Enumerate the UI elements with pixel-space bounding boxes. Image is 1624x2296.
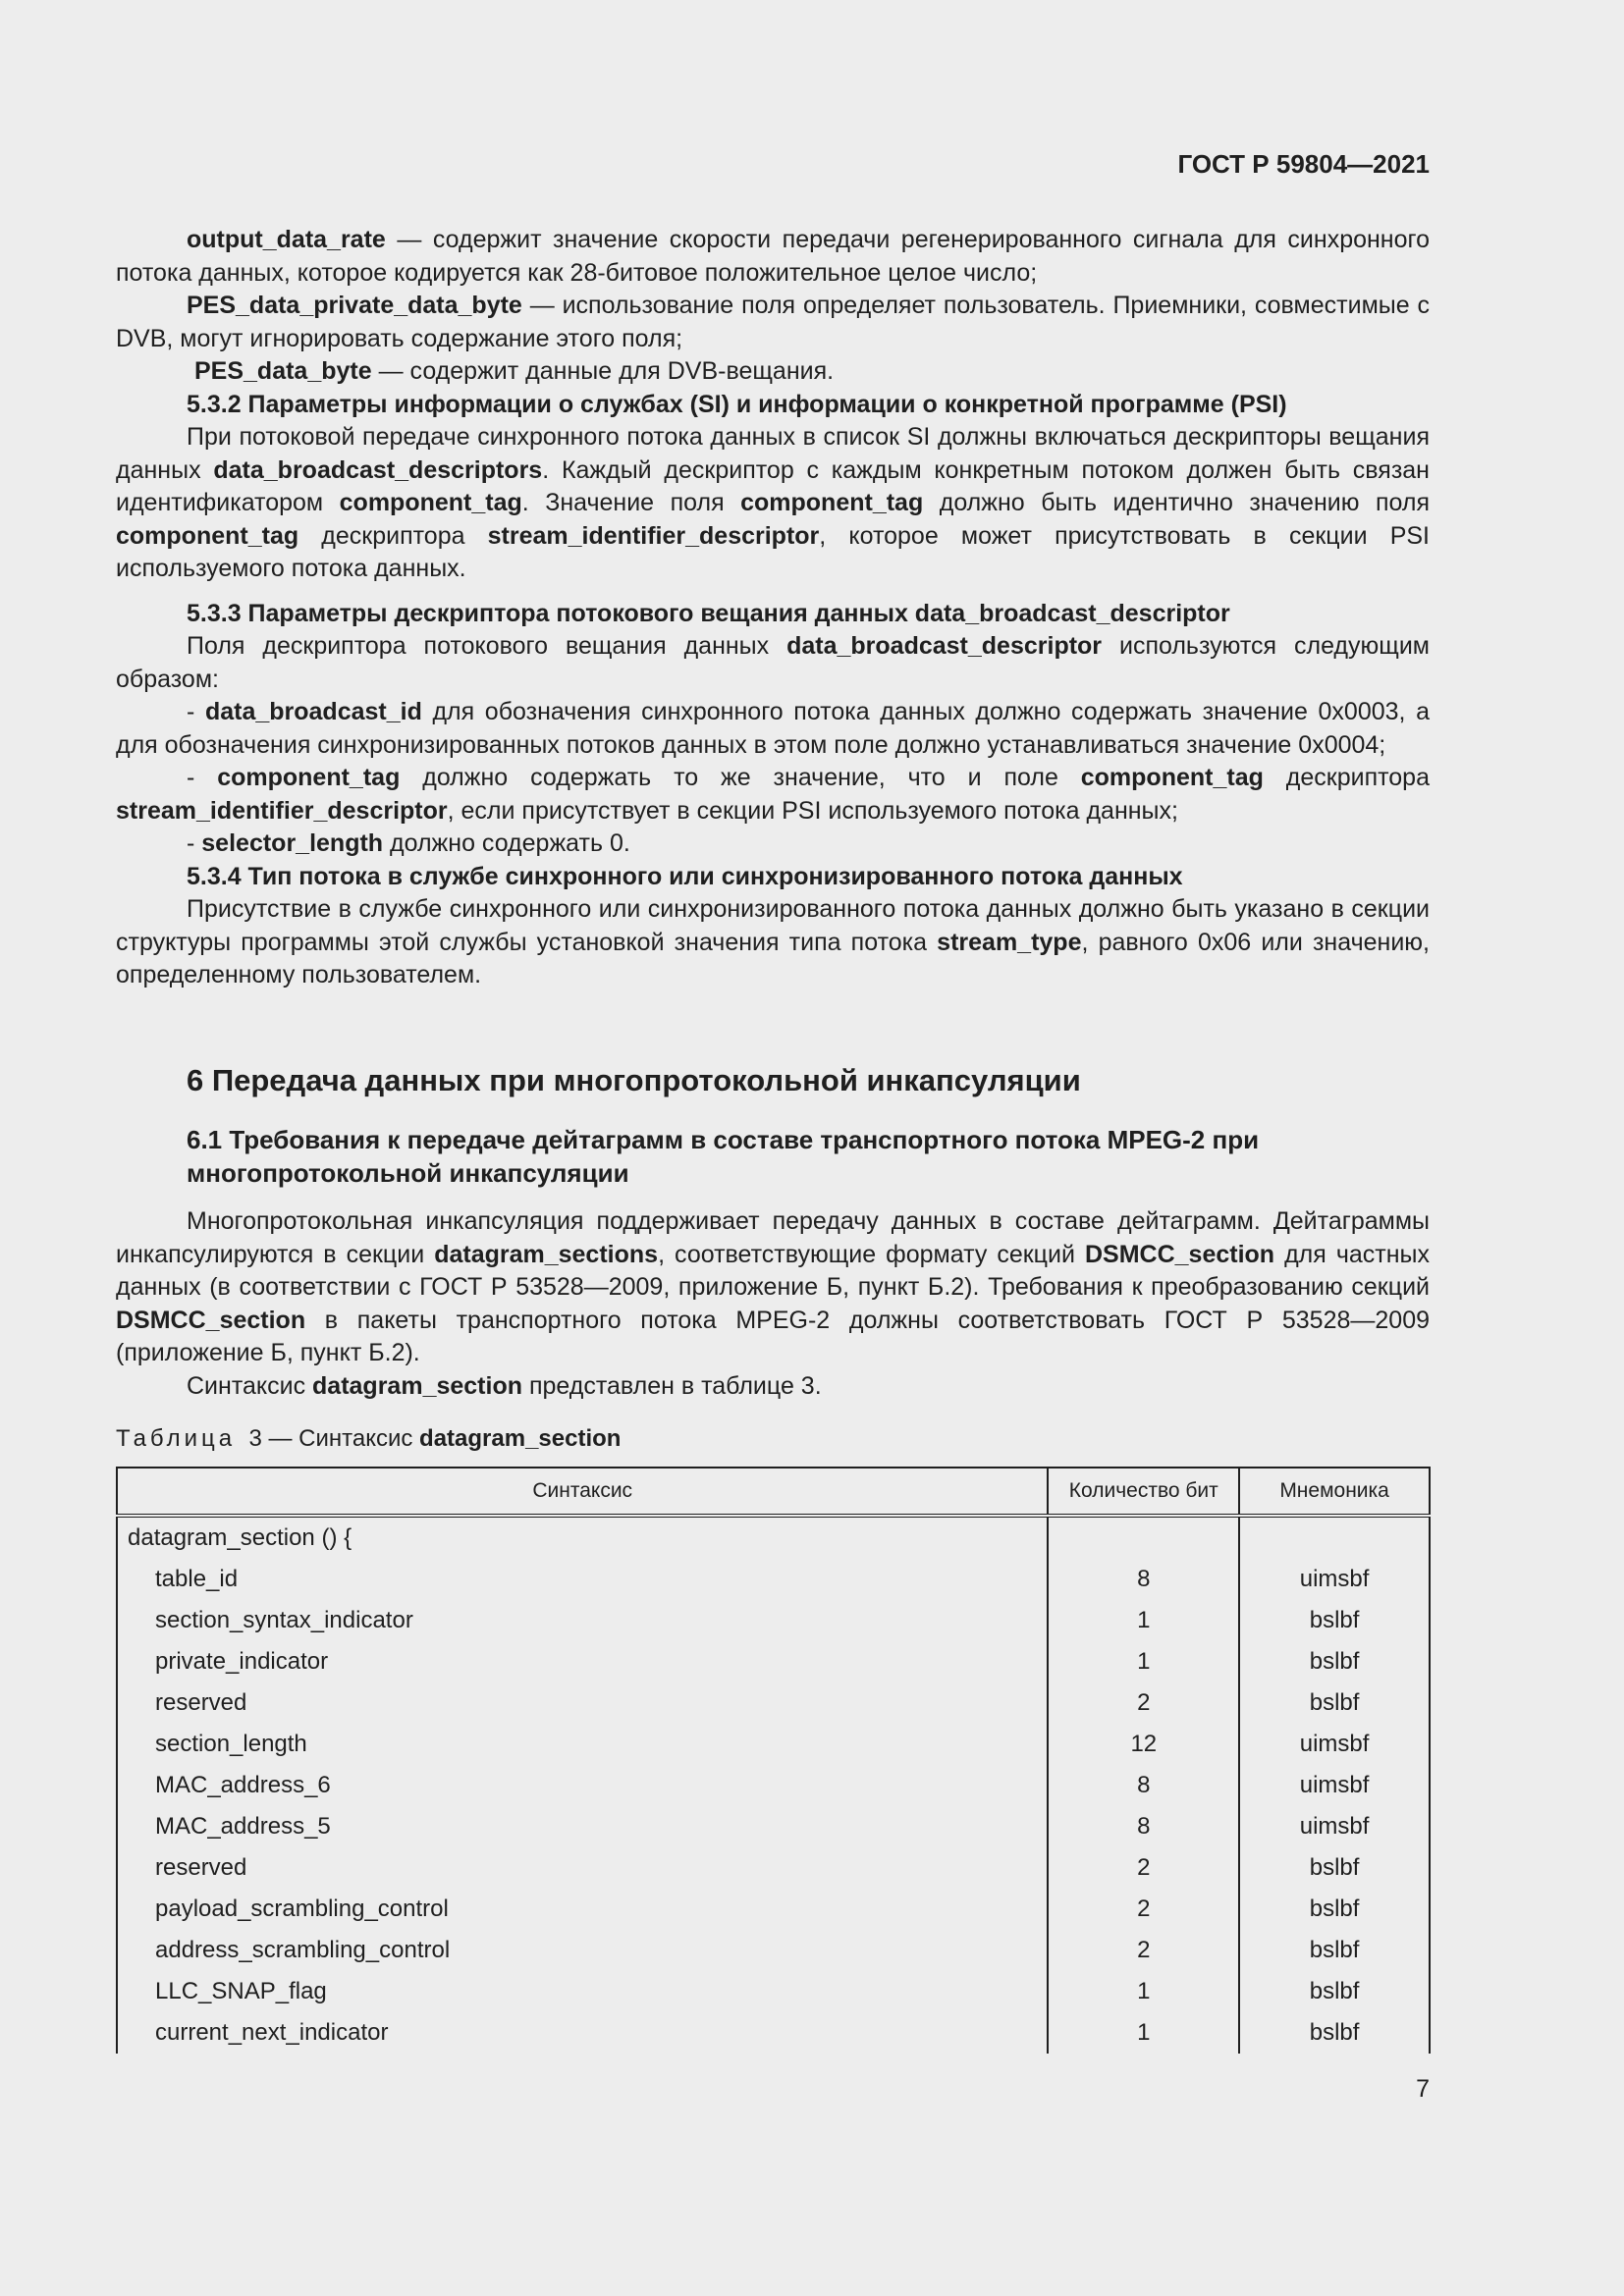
table-row	[117, 1930, 1430, 1971]
bits-cell: 8	[1048, 1806, 1239, 1847]
paragraph-pes-private	[116, 290, 1430, 355]
table-row	[117, 1971, 1430, 2012]
mnemonic-cell: bslbf	[1239, 1889, 1430, 1930]
bits-cell: 1	[1048, 1600, 1239, 1641]
mnemonic-cell: bslbf	[1239, 1641, 1430, 1682]
list-item-component-tag: - component_tag должно содержать то же значение, что и поле component_tag дескриптора stream_identifier_descriptor, если присутствует в секции PSI используемого потока данных;	[116, 764, 1430, 825]
syntax-cell: current_next_indicator	[117, 2012, 1048, 2054]
bits-cell: 1	[1048, 2012, 1239, 2054]
heading-5-3-4: 5.3.4 Тип потока в службе синхронного или синхронизированного потока данных	[187, 862, 1183, 890]
mnemonic-cell: uimsbf	[1239, 1559, 1430, 1600]
syntax-cell: MAC_address_5	[117, 1806, 1048, 1847]
table-row	[117, 1600, 1430, 1641]
heading-5-3-3: 5.3.3 Параметры дескриптора потокового вещания данных data_broadcast_descriptor	[187, 599, 1230, 627]
mnemonic-cell: bslbf	[1239, 2012, 1430, 2054]
mnemonic-cell: uimsbf	[1239, 1724, 1430, 1765]
syntax-cell: reserved	[117, 1847, 1048, 1889]
table-row	[117, 1806, 1430, 1847]
term: PES_data_private_data_byte	[187, 292, 522, 319]
table-row	[117, 1765, 1430, 1806]
mnemonic-cell: bslbf	[1239, 1971, 1430, 2012]
paragraph-output-data-rate	[116, 224, 1430, 290]
section-6-1-title: 6.1 Требования к передаче дейтаграмм в составе транспортного потока MPEG-2 при многопротокольной инкапсуляции	[187, 1125, 1260, 1188]
mnemonic-cell: uimsbf	[1239, 1806, 1430, 1847]
paragraph-6-1-syntax: Синтаксис datagram_section представлен в таблице 3.	[187, 1371, 822, 1400]
page-number: 7	[1416, 2075, 1430, 2103]
mnemonic-cell: bslbf	[1239, 1847, 1430, 1889]
syntax-cell: section_length	[117, 1724, 1048, 1765]
paragraph-5-3-4: Присутствие в службе синхронного или синхронизированного потока данных должно быть указано в секции структуры программы этой службы установкой значения типа потока stream_type, равного 0x06 или значению, определенному пользователем.	[116, 895, 1430, 988]
bits-cell: 1	[1048, 1971, 1239, 2012]
bits-cell: 2	[1048, 1889, 1239, 1930]
term: output_data_rate	[187, 226, 386, 253]
mnemonic-cell: bslbf	[1239, 1930, 1430, 1971]
mnemonic-cell: uimsbf	[1239, 1765, 1430, 1806]
bits-cell: 2	[1048, 1682, 1239, 1724]
section-6-title: 6 Передача данных при многопротокольной инкапсуляции	[187, 1063, 1081, 1097]
table-row	[117, 1847, 1430, 1889]
syntax-cell: MAC_address_6	[117, 1765, 1048, 1806]
syntax-cell: table_id	[117, 1559, 1048, 1600]
bits-cell: 12	[1048, 1724, 1239, 1765]
mnemonic-cell: bslbf	[1239, 1682, 1430, 1724]
table-row	[117, 1559, 1430, 1600]
bits-cell: 8	[1048, 1765, 1239, 1806]
table-row	[117, 1889, 1430, 1930]
syntax-cell: reserved	[117, 1682, 1048, 1724]
section-5-text	[116, 224, 1430, 992]
definition: — содержит данные для DVB-вещания.	[371, 357, 835, 385]
heading-5-3-2: 5.3.2 Параметры информации о службах (SI) и информации о конкретной программе (PSI)	[187, 390, 1287, 418]
column-header-syntax: Синтаксис	[117, 1468, 1048, 1516]
bits-cell: 2	[1048, 1847, 1239, 1889]
column-header-bits: Количество бит	[1048, 1468, 1239, 1516]
table-caption: Таблица 3 — Синтаксис datagram_section	[116, 1425, 622, 1452]
table-row	[117, 2012, 1430, 2054]
bits-cell: 8	[1048, 1559, 1239, 1600]
syntax-table	[116, 1467, 1431, 2054]
document-id-header: ГОСТ Р 59804—2021	[1177, 149, 1430, 179]
definition: — использование поля определяет пользователь. Приемники, совместимые с DVB, могут игнорировать содержание этого поля;	[116, 292, 1430, 352]
list-item-data-broadcast-id: - data_broadcast_id для обозначения синхронного потока данных должно содержать значение 0x0003, а для обозначения синхронизированных потоков данных в этом поле должно устанавливаться значение 0x0004;	[116, 698, 1430, 759]
table-row	[117, 1724, 1430, 1765]
definition: — содержит значение скорости передачи регенерированного сигнала для синхронного потока данных, которое кодируется как 28-битовое положительное целое число;	[116, 226, 1430, 287]
paragraph-pes-byte	[116, 355, 1430, 389]
mnemonic-cell: bslbf	[1239, 1600, 1430, 1641]
syntax-cell: LLC_SNAP_flag	[117, 1971, 1048, 2012]
bits-cell: 1	[1048, 1641, 1239, 1682]
paragraph-6-1: Многопротокольная инкапсуляция поддерживает передачу данных в составе дейтаграмм. Дейтаграммы инкапсулируются в секции datagram_sections, соответствующие формату секций DSMCC_section для частных данных (в соответствии с ГОСТ Р 53528—2009, приложение Б, пункт Б.2). Требования к преобразованию секций DSMCC_section в пакеты транспортного потока MPEG-2 должны соответствовать ГОСТ Р 53528—2009 (приложение Б, пункт Б.2).	[116, 1207, 1430, 1366]
list-item-selector-length: - selector_length должно содержать 0.	[187, 829, 630, 857]
syntax-cell: address_scrambling_control	[117, 1930, 1048, 1971]
bits-cell: 2	[1048, 1930, 1239, 1971]
syntax-cell: payload_scrambling_control	[117, 1889, 1048, 1930]
paragraph-5-3-2: При потоковой передаче синхронного потока данных в список SI должны включаться дескрипторы вещания данных data_broadcast_descriptors. Каждый дескриптор с каждым конкретным потоком должен быть связан идентификатором component_tag. Значение поля component_tag должно быть идентично значению поля component_tag дескриптора stream_identifier_descriptor, которое может присутствовать в секции PSI используемого потока данных.	[116, 423, 1430, 582]
syntax-cell: private_indicator	[117, 1641, 1048, 1682]
term: PES_data_byte	[194, 357, 372, 385]
table-row	[117, 1516, 1430, 1559]
column-header-mnemonic: Мнемоника	[1239, 1468, 1430, 1516]
syntax-cell: section_syntax_indicator	[117, 1600, 1048, 1641]
table-row	[117, 1641, 1430, 1682]
section-6-text	[116, 1205, 1430, 1403]
table-header-row	[117, 1468, 1430, 1516]
paragraph-5-3-3: Поля дескриптора потокового вещания данных data_broadcast_descriptor используются следующим образом:	[116, 632, 1430, 693]
syntax-cell: datagram_section () {	[117, 1516, 1048, 1559]
table-row	[117, 1682, 1430, 1724]
